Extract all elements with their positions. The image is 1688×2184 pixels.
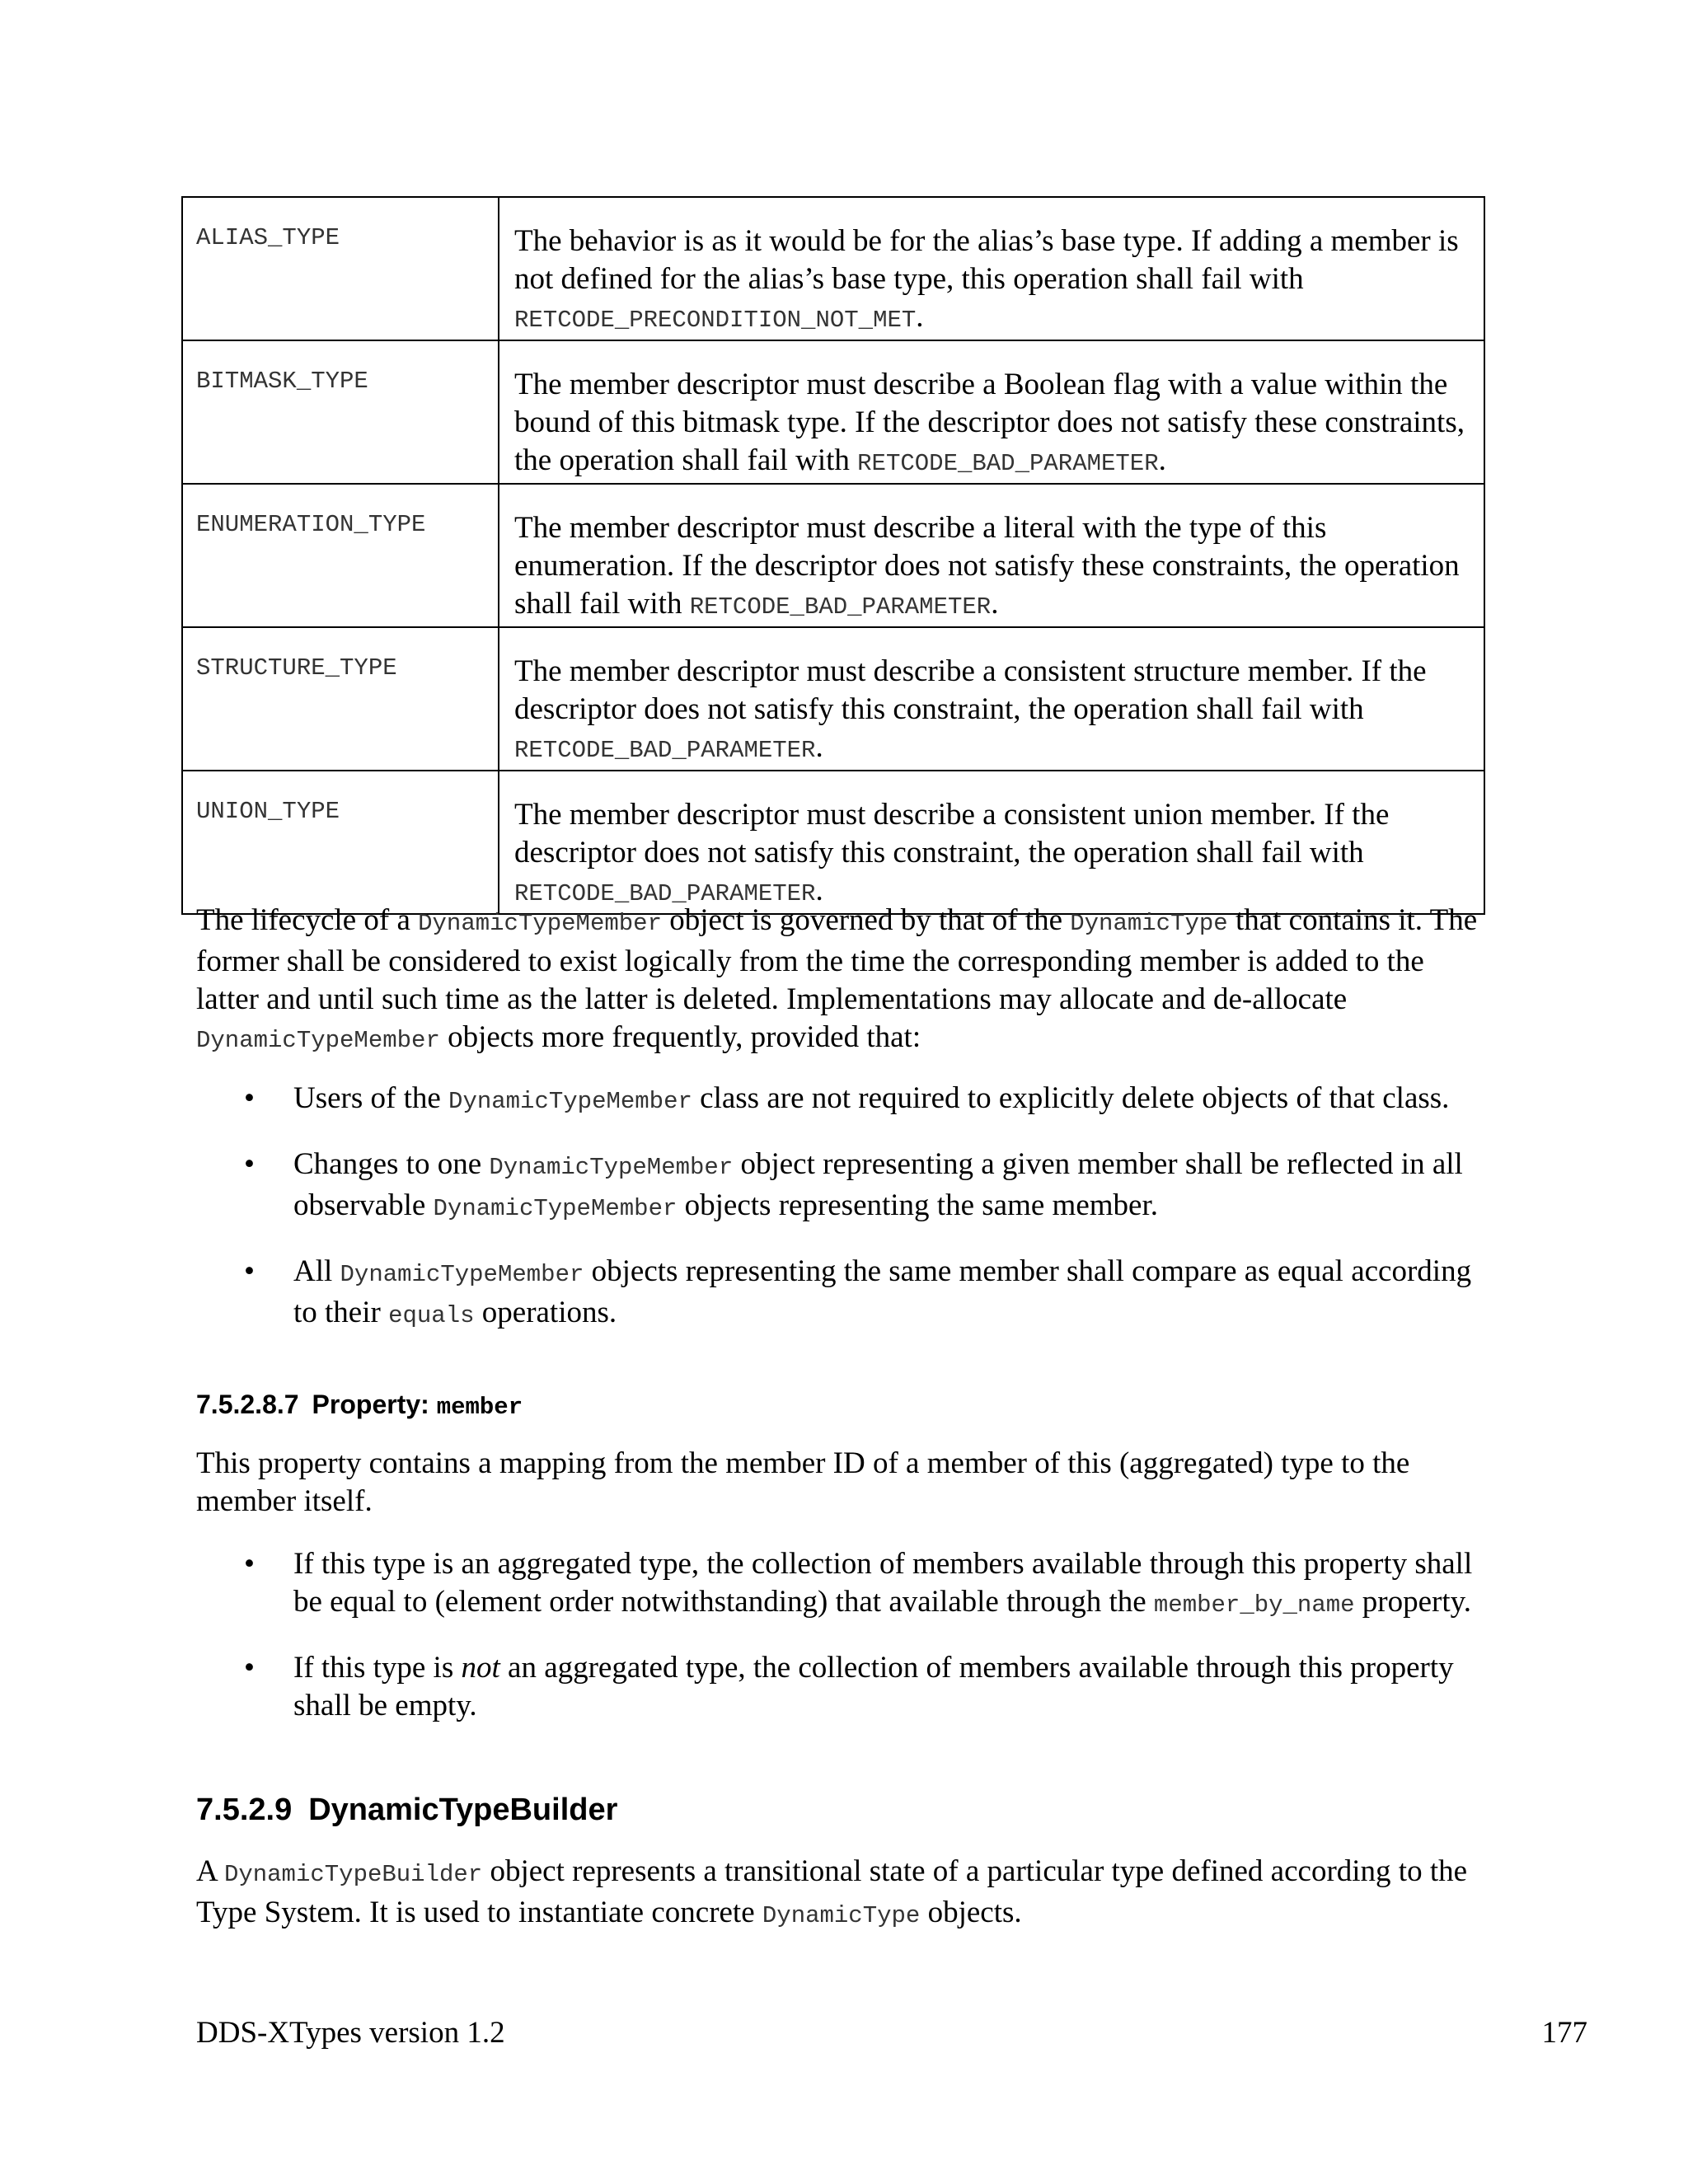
list-item [196, 1146, 1490, 1228]
table-row [182, 197, 1484, 340]
text-run: objects more frequently, provided that: [439, 1020, 921, 1054]
list-item [196, 1080, 1490, 1121]
type-kind-cell [182, 484, 499, 627]
type-kind-label: UNION_TYPE [196, 798, 340, 825]
type-kind-cell [182, 340, 499, 484]
type-kind-cell [182, 627, 499, 771]
text-run: The lifecycle of a [196, 903, 419, 937]
text-run: object is governed by that of the [661, 903, 1071, 937]
type-kind-label: BITMASK_TYPE [196, 368, 368, 395]
text-run: that contains it. The former shall be considered to exist logically from the time the corresponding member is added to the latter and until such time as the latter is deleted. Implementations may allocate and de-allocate [196, 903, 1478, 1016]
code-run: DynamicTypeMember [196, 1027, 440, 1054]
code-run: DynamicType [762, 1902, 921, 1929]
text-run: A [196, 1854, 224, 1888]
rule-text-end: . [1158, 443, 1166, 477]
bullet-icon: • [244, 1081, 255, 1115]
retcode: RETCODE_BAD_PARAMETER [689, 593, 992, 621]
lifecycle-bullet-list [196, 1080, 1490, 1360]
code-run: DynamicTypeMember [433, 1195, 678, 1222]
retcode: RETCODE_BAD_PARAMETER [857, 450, 1159, 477]
section-heading-property-member [196, 1390, 523, 1421]
rule-text: The behavior is as it would be for the alias’s base type. If adding a member is not defined for the alias’s base type, this operation shall fail with [514, 224, 1459, 296]
code-run: member_by_name [1153, 1591, 1355, 1619]
builder-description [196, 1853, 1490, 1935]
footer-document-title: DDS-XTypes version 1.2 [196, 2016, 505, 2050]
text-run: objects representing the same member. [677, 1188, 1158, 1222]
retcode: RETCODE_PRECONDITION_NOT_MET [514, 307, 917, 334]
list-item [196, 1649, 1490, 1725]
text-run: All [293, 1254, 340, 1288]
text-run: object represents a transitional state of a particular type defined according to the Type System. It is used to instantiate concrete [196, 1854, 1468, 1929]
rule-text: The member descriptor must describe a consistent union member. If the descriptor does not satisfy this constraint, the operation shall fail with [514, 798, 1390, 869]
rule-text: The member descriptor must describe a Boolean flag with a value within the bound of this bitmask type. If the descriptor does not satisfy these constraints, the operation shall fail with [514, 368, 1465, 477]
section-number: 7.5.2.8.7 [196, 1390, 299, 1419]
type-kind-cell [182, 197, 499, 340]
code-run: DynamicTypeMember [489, 1154, 734, 1181]
text-run: object representing a given member shall be reflected in all observable [293, 1147, 1463, 1222]
footer-page-number: 177 [1541, 2016, 1587, 2050]
text-run: objects. [920, 1896, 1022, 1929]
table-row [182, 627, 1484, 771]
rule-cell [499, 484, 1484, 627]
text-run: objects representing the same member shall compare as equal according to their [293, 1254, 1472, 1329]
member-addition-rules-table [181, 196, 1485, 915]
code-run: DynamicTypeBuilder [223, 1861, 483, 1888]
text-run: If this type is an aggregated type, the collection of members available through this property shall be equal to (element order notwithstanding) that available through the [293, 1547, 1473, 1619]
bullet-icon: • [244, 1147, 255, 1181]
rule-text-end: . [916, 300, 924, 334]
section-title: Property: [312, 1390, 437, 1419]
property-description: This property contains a mapping from the member ID of a member of this (aggregated) type to the member itself. [196, 1446, 1410, 1518]
type-kind-cell [182, 771, 499, 914]
section-title: DynamicTypeBuilder [308, 1793, 618, 1827]
text-run: Users of the [293, 1081, 449, 1115]
bullet-icon: • [244, 1651, 255, 1685]
section-code: member [436, 1394, 523, 1421]
bullet-icon: • [244, 1254, 255, 1288]
type-kind-label: ALIAS_TYPE [196, 224, 340, 251]
rule-cell [499, 340, 1484, 484]
retcode: RETCODE_BAD_PARAMETER [514, 880, 816, 907]
code-run: DynamicTypeMember [340, 1261, 584, 1288]
rule-text-end: . [991, 587, 999, 621]
code-run: DynamicTypeMember [418, 910, 662, 937]
text-run: operations. [474, 1296, 617, 1329]
rule-cell [499, 771, 1484, 914]
bullet-icon: • [244, 1547, 255, 1581]
type-kind-label: ENUMERATION_TYPE [196, 511, 426, 538]
text-run: If this type is [293, 1651, 462, 1685]
rule-text: The member descriptor must describe a consistent structure member. If the descriptor does not satisfy this constraint, the operation shall fail with [514, 654, 1427, 726]
table-row [182, 484, 1484, 627]
rule-text-end: . [815, 730, 823, 764]
lifecycle-paragraph [196, 902, 1490, 1060]
code-run: DynamicTypeMember [448, 1088, 692, 1115]
table-row [182, 340, 1484, 484]
text-run: property. [1354, 1585, 1471, 1619]
emphasis-run: not [461, 1651, 500, 1685]
section-heading-dynamictypebuilder [196, 1793, 617, 1828]
text-run: class are not required to explicitly delete objects of that class. [692, 1081, 1450, 1115]
rule-cell [499, 197, 1484, 340]
retcode: RETCODE_BAD_PARAMETER [514, 737, 816, 764]
section-number: 7.5.2.9 [196, 1793, 293, 1827]
rule-text-end: . [815, 874, 823, 907]
list-item [196, 1253, 1490, 1335]
code-run: DynamicType [1070, 910, 1228, 937]
text-run: Changes to one [293, 1147, 490, 1181]
rule-cell [499, 627, 1484, 771]
list-item [196, 1545, 1490, 1624]
table-row [182, 771, 1484, 914]
code-run: equals [388, 1302, 475, 1329]
type-kind-label: STRUCTURE_TYPE [196, 654, 397, 682]
rule-text: The member descriptor must describe a literal with the type of this enumeration. If the descriptor does not satisfy these constraints, the operation shall fail with [514, 511, 1460, 621]
text-run: an aggregated type, the collection of members available through this property shall be empty. [293, 1651, 1454, 1722]
property-bullet-list [196, 1545, 1490, 1750]
